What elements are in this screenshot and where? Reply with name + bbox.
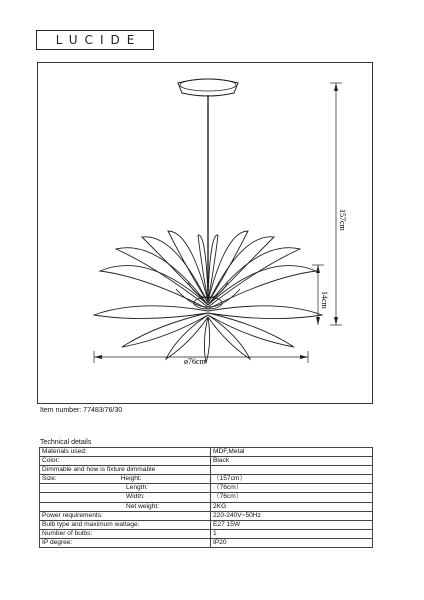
spec-value: （76cm） [211,484,373,493]
spec-value: E27 15W [211,520,373,529]
spec-label: Materials used: [40,448,211,457]
dimension-height-label: 157cm [338,209,347,231]
spec-value: 220-240V~50Hz [211,511,373,520]
spec-sublabel: Net weight: [126,502,159,510]
spec-label: Dimmable and how is fixture dimmable [40,466,211,475]
item-number: Item number: 77483/76/30 [40,407,123,414]
spec-sublabel: Width: [126,493,145,501]
product-drawing [37,62,373,404]
spec-value: 1 [211,529,373,538]
spec-label-cell [40,502,211,511]
technical-details-title: Technical details [40,439,92,446]
spec-value [211,466,373,475]
spec-value: IP20 [211,538,373,547]
spec-sublabel: Length: [126,484,148,492]
spec-value: Black [211,457,373,466]
table-row [40,466,373,475]
brand-logo-text: LUCIDE [55,33,142,47]
dimension-bulb-label: 14cm [320,291,329,309]
spec-label: Size: [42,475,57,483]
technical-details-table [39,447,373,548]
table-row [40,457,373,466]
spec-value: （157cm） [211,475,373,484]
spec-label: Color: [40,457,211,466]
table-row [40,502,373,511]
table-row [40,538,373,547]
spec-value: 2KG [211,502,373,511]
pendant-lamp-drawing [38,63,374,405]
table-row [40,448,373,457]
spec-value: MDF,Metal [211,448,373,457]
spec-value: （76cm） [211,493,373,502]
table-row [40,475,373,484]
table-row [40,484,373,493]
spec-label: Bulb type and maximum wattage: [40,520,211,529]
table-row [40,493,373,502]
spec-label-cell [40,475,211,484]
table-row [40,520,373,529]
table-row [40,511,373,520]
brand-logo [36,30,154,50]
dimension-diameter-label: ø76cm [184,357,206,366]
spec-label: Number of bulbs: [40,529,211,538]
spec-label-cell [40,484,211,493]
spec-label: IP degree: [40,538,211,547]
spec-sublabel: Height: [120,475,142,483]
table-row [40,529,373,538]
spec-label-cell [40,493,211,502]
spec-label: Power requirements: [40,511,211,520]
